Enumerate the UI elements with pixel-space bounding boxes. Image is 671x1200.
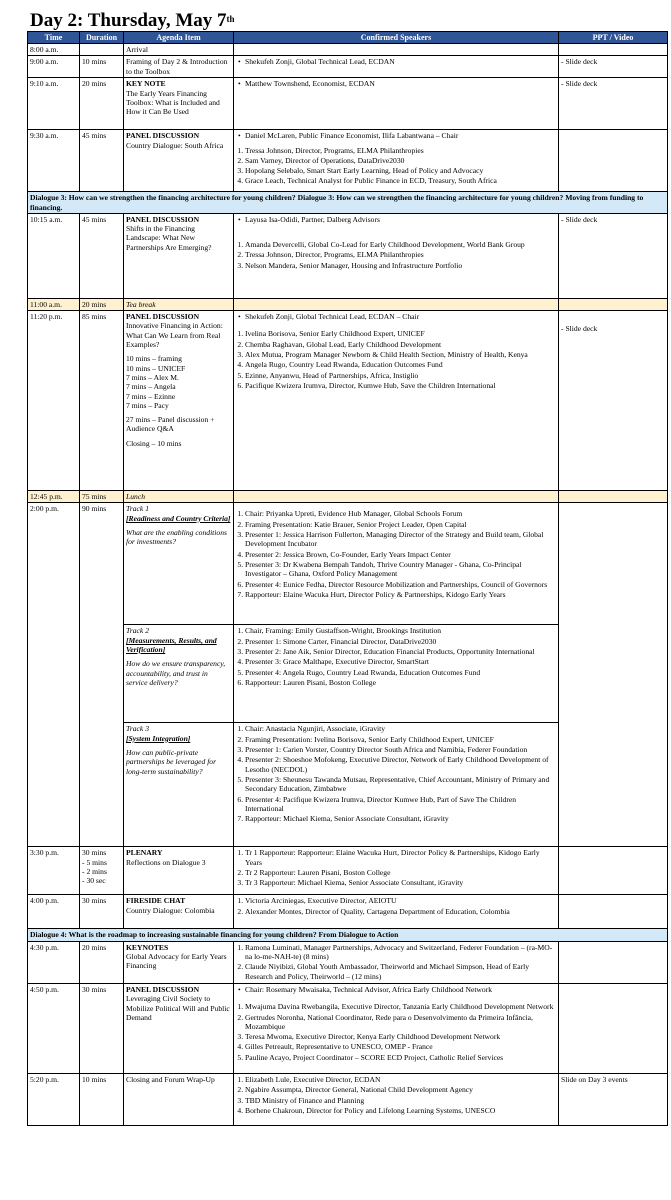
agenda-cell xyxy=(124,983,234,1073)
table-row xyxy=(28,78,668,130)
speaker-item: 6. Rapporteur: Lauren Pisani, Boston College xyxy=(245,678,556,687)
agenda-cell xyxy=(124,311,234,491)
speakers-cell xyxy=(234,625,559,723)
dialogue-4-heading: Dialogue 4: What is the roadmap to increasing sustainable financing for young children? From Dialogue to Action xyxy=(28,929,668,941)
title-text: Day 2: Thursday, May 7 xyxy=(30,10,227,31)
speakers-cell xyxy=(234,1073,559,1125)
speaker-item: 2. Alexander Montes, Director of Quality, Cartagena Department of Education, Colombia xyxy=(245,907,556,916)
speaker-item: 3. Nelson Mandera, Senior Manager, Housing and Infrastructure Portfolio xyxy=(245,261,556,270)
table-row xyxy=(28,44,668,56)
time-cell: 9:00 a.m. xyxy=(28,56,80,78)
table-row xyxy=(28,311,668,491)
speaker-item: 6. Presenter 4: Eunice Fedha, Director Resource Mobilization and Partnerships, Council of Governors xyxy=(245,580,556,589)
track-name: [Readiness and Country Criteria] xyxy=(126,513,231,523)
table-row xyxy=(28,1073,668,1125)
plan-item: 7 mins – Ezinne xyxy=(126,391,176,401)
speaker-item: 6. Pacifique Kwizera Irumva, Director, Kumwe Hub, Save the Children International xyxy=(245,381,556,390)
time-cell: 5:20 p.m. xyxy=(28,1073,80,1125)
speaker-item: 1. Tressa Johnson, Director, Programs, ELMA Philanthropies xyxy=(245,146,556,155)
time-cell: 4:00 p.m. xyxy=(28,895,80,929)
speaker-item: 2. Framing Presentation: Ivelina Borisova, Senior Early Childhood Expert, UNICEF xyxy=(245,735,556,744)
table-row xyxy=(28,941,668,983)
session-title: Leveraging Civil Society to Mobilize Political Will and Public Demand xyxy=(126,994,230,1022)
ppt-cell xyxy=(559,491,668,503)
session-type: PANEL DISCUSSION xyxy=(126,312,200,322)
session-type: KEYNOTES xyxy=(126,942,169,952)
speaker-item: 3. Presenter 2: Jane Aik, Senior Director, Education Financial Products, Opportunity International xyxy=(245,647,556,656)
time-cell: 11:00 a.m. xyxy=(28,298,80,310)
speaker-item: 4. Presenter 2: Shoeshoe Mofokeng, Executive Director, Network of Early Childhood Development of Lesotho (NECDOL) xyxy=(245,755,556,774)
header-agenda-item: Agenda Item xyxy=(124,32,234,44)
ppt-cell xyxy=(559,311,668,491)
session-type: KEY NOTE xyxy=(126,79,166,89)
slide-deck-link[interactable]: - Slide deck xyxy=(561,79,597,88)
session-title: Shifts in the Financing Landscape: What New Partnerships Are Emerging? xyxy=(126,224,212,252)
speakers-cell xyxy=(234,847,559,895)
ppt-cell xyxy=(559,847,668,895)
speaker-item: 1. Ramona Luminati, Manager Partnerships, Advocacy and Switzerland, Federer Foundation – (ra-MO-na lo-me-NAH-te) (8 mins) xyxy=(245,943,556,962)
title-superscript: th xyxy=(226,14,235,24)
track-name: [System Integration] xyxy=(126,733,191,743)
speaker-item: 3. Tr 3 Rapporteur: Michael Kiema, Senior Associate Consultant, iGravity xyxy=(245,878,556,887)
session-title: Reflections on Dialogue 3 xyxy=(126,857,206,867)
speakers-cell xyxy=(234,311,559,491)
speakers-cell xyxy=(234,941,559,983)
session-title: Global Advocacy for Early Years Financing xyxy=(126,952,227,971)
header-ppt-video: PPT / Video xyxy=(559,32,668,44)
agenda-cell xyxy=(124,78,234,130)
speaker-item: 1. Elizabeth Lule, Executive Director, ECDAN xyxy=(245,1075,556,1084)
time-cell: 8:00 a.m. xyxy=(28,44,80,56)
speaker-item: 2. Tressa Johnson, Director, Programs, ELMA Philanthropies xyxy=(245,250,556,259)
agenda-cell xyxy=(124,847,234,895)
agenda-table xyxy=(27,31,668,1126)
session-title: The Early Years Financing Toolbox: What is Included and How it Can Be Used xyxy=(126,88,220,117)
speaker-item: • Matthew Townshend, Economist, ECDAN xyxy=(245,79,556,88)
plan-item: 7 mins – Alex M. xyxy=(126,372,179,382)
time-cell: 10:15 a.m. xyxy=(28,213,80,298)
table-row xyxy=(28,130,668,192)
dialogue-3-heading: Dialogue 3: How can we strengthen the financing architecture for young children? Dialogue 3: How can we strengthen the financing architecture for young children? Moving from funding to financing. xyxy=(28,192,668,214)
speakers-cell xyxy=(234,983,559,1073)
speakers-cell xyxy=(234,298,559,310)
break-row xyxy=(28,491,668,503)
slide-deck-link[interactable]: - Slide deck xyxy=(561,324,597,333)
time-cell: 12:45 p.m. xyxy=(28,491,80,503)
duration-cell: 45 mins xyxy=(80,130,124,192)
ppt-cell xyxy=(559,78,668,130)
speaker-item: 4. Angela Rugo, Country Lead Rwanda, Education Outcomes Fund xyxy=(245,360,556,369)
duration-cell xyxy=(80,44,124,56)
session-type: PANEL DISCUSSION xyxy=(126,214,200,224)
table-row xyxy=(28,847,668,895)
track-question: What are the enabling conditions for investments? xyxy=(126,528,227,547)
plan-item: 10 mins – UNICEF xyxy=(126,363,186,373)
page-title xyxy=(30,10,235,32)
duration-cell: 10 mins xyxy=(80,56,124,78)
time-cell: 4:50 p.m. xyxy=(28,983,80,1073)
plan-item: 7 mins – Angela xyxy=(126,382,176,392)
session-title: Innovative Financing in Action: What Can We Learn from Real Examples? xyxy=(126,321,223,350)
speakers-cell xyxy=(234,78,559,130)
break-row xyxy=(28,298,668,310)
duration-cell: 20 mins xyxy=(80,78,124,130)
speaker-item: 4. Grace Leach, Technical Analyst for Public Finance in ECD, Treasury, South Africa xyxy=(245,176,556,185)
time-cell: 4:30 p.m. xyxy=(28,941,80,983)
time-cell: 3:30 p.m. xyxy=(28,847,80,895)
plan-item: 10 mins – framing xyxy=(126,354,182,364)
ppt-cell xyxy=(559,941,668,983)
speaker-item: 2. Presenter 1: Simone Carter, Financial Director, DataDrive2030 xyxy=(245,637,556,646)
speaker-item: • Shekufeh Zonji, Global Technical Lead, ECDAN xyxy=(245,57,556,66)
duration-cell: 20 mins xyxy=(80,298,124,310)
header-duration: Duration xyxy=(80,32,124,44)
speaker-item: 3. Presenter 1: Carien Vorster, Country Director South Africa and Namibia, Federer Foundation xyxy=(245,745,556,754)
session-title: Country Dialogue: Colombia xyxy=(126,905,215,915)
agenda-cell: Tea break xyxy=(124,298,234,310)
session-type: FIRESIDE CHAT xyxy=(126,896,186,906)
agenda-cell xyxy=(124,723,234,847)
ppt-cell xyxy=(559,983,668,1073)
agenda-cell xyxy=(124,941,234,983)
track-question: How can public-private partnerships be leveraged for long-term sustainability? xyxy=(126,748,217,776)
slide-deck-link[interactable]: - Slide deck xyxy=(561,215,597,224)
chair-item: • Chair: Rosemary Mwaisaka, Technical Advisor, Africa Early Childhood Network xyxy=(245,985,556,994)
track-label: Track 3 xyxy=(126,724,149,734)
agenda-cell xyxy=(124,213,234,298)
speaker-item: 3. Presenter 1: Jessica Harrison Fullerton, Managing Director of the Strategy and Build team, Global Development Incubator xyxy=(245,530,556,549)
ppt-cell xyxy=(559,503,668,847)
speaker-item: 4. Presenter 2: Jessica Brown, Co-Founder, Early Years Impact Center xyxy=(245,550,556,559)
speaker-item: 1. Amanda Devercelli, Global Co-Lead for Early Childhood Development, World Bank Group xyxy=(245,240,556,249)
ppt-cell xyxy=(559,130,668,192)
track-label: Track 1 xyxy=(126,504,149,514)
speakers-cell xyxy=(234,56,559,78)
duration-cell: 85 mins xyxy=(80,311,124,491)
duration-total: 30 mins xyxy=(82,848,107,858)
track-name: [Measurements, Results, and Verification] xyxy=(126,635,217,655)
speaker-item: 3. TBD Ministry of Finance and Planning xyxy=(245,1096,556,1105)
speaker-item: 3. Hopolang Selebalo, Smart Start Early Learning, Head of Policy and Advocacy xyxy=(245,166,556,175)
speakers-cell xyxy=(234,213,559,298)
plan-item: Closing – 10 mins xyxy=(126,438,182,448)
ppt-cell xyxy=(559,298,668,310)
speakers-cell xyxy=(234,895,559,929)
agenda-cell xyxy=(124,503,234,625)
ppt-cell xyxy=(559,213,668,298)
speakers-cell xyxy=(234,723,559,847)
speaker-item: 7. Rapporteur: Elaine Wacuka Hurt, Director Policy & Partnerships, Kidogo Early Years xyxy=(245,590,556,599)
speaker-item: 5. Presenter 3: Sheunesu Tawanda Mutsau, Representative, Chief Accountant, Ministry of Primary and Secondary Education, Zimbabwe xyxy=(245,775,556,794)
session-title: Country Dialogue: South Africa xyxy=(126,140,224,150)
speaker-item: 1. Tr 1 Rapporteur: Rapporteur: Elaine Wacuka Hurt, Director Policy & Partnerships, Kidogo Early Years xyxy=(245,848,556,867)
speakers-cell xyxy=(234,130,559,192)
speaker-item: 4. Presenter 3: Grace Malthape, Executive Director, SmartStart xyxy=(245,657,556,666)
duration-part: - 30 sec xyxy=(82,876,121,885)
speaker-item: 2. Ngabire Assumpta, Director General, National Child Development Agency xyxy=(245,1085,556,1094)
chair-item: • Shekufeh Zonji, Global Technical Lead, ECDAN – Chair xyxy=(245,312,556,321)
dialogue-row xyxy=(28,929,668,941)
speaker-item: 2. Claude Niyibizi, Global Youth Ambassador, Theirworld and Michael Simpson, Head of Early Research and Policy, Theirworld – (12 mins) xyxy=(245,962,556,981)
speaker-item: 1. Chair: Anastacia Ngunjiri, Associate, iGravity xyxy=(245,724,556,733)
chair-item: • Daniel McLaren, Public Finance Economist, Ilifa Labantwana – Chair xyxy=(245,131,556,140)
speakers-cell xyxy=(234,44,559,56)
speaker-item: 6. Presenter 4: Pacifique Kwizera Irumva, Director Kumwe Hub, Part of Save The Children International xyxy=(245,795,556,814)
speaker-item: 1. Mwajuma Davina Rwebangila, Executive Director, Tanzania Early Childhood Development Network xyxy=(245,1002,556,1011)
speaker-item: 1. Victoria Arciniegas, Executive Director, AEIOTU xyxy=(245,896,556,905)
speaker-item: 1. Chair, Framing: Emily Gustaffson-Wright, Brookings Institution xyxy=(245,626,556,635)
speaker-item: 2. Framing Presentation: Katie Brauer, Senior Project Leader, Open Capital xyxy=(245,520,556,529)
track-question: How do we ensure transparency, accountability, and trust in service delivery? xyxy=(126,659,226,687)
speaker-item: 3. Alex Mutua, Program Manager Newborn & Child Health Section, Ministry of Health, Kenya xyxy=(245,350,556,359)
header-time: Time xyxy=(28,32,80,44)
duration-cell: 10 mins xyxy=(80,1073,124,1125)
chair-item: • Layusa Isa-Odidi, Partner, Dalberg Advisors xyxy=(245,215,556,224)
agenda-cell: Framing of Day 2 & Introduction to the Toolbox xyxy=(124,56,234,78)
duration-cell xyxy=(80,847,124,895)
time-cell: 11:20 p.m. xyxy=(28,311,80,491)
header-row xyxy=(28,32,668,44)
duration-cell: 75 mins xyxy=(80,491,124,503)
duration-cell: 20 mins xyxy=(80,941,124,983)
ppt-cell xyxy=(559,44,668,56)
speaker-item: 5. Presenter 3: Dr Kwabena Bempah Tandoh, Thrive Country Manager - Ghana, Co-Principal Investigator – Ghana, Oxford Policy Management xyxy=(245,560,556,579)
plan-item: 27 mins – Panel discussion + Audience Q&A xyxy=(126,415,215,434)
duration-cell: 30 mins xyxy=(80,983,124,1073)
time-cell: 2:00 p.m. xyxy=(28,503,80,847)
session-type: PLENARY xyxy=(126,848,163,858)
speakers-cell xyxy=(234,491,559,503)
track-label: Track 2 xyxy=(126,626,149,636)
speaker-item: 5. Presenter 4: Angela Rugo, Country Lead Rwanda, Education Outcomes Fund xyxy=(245,668,556,677)
speaker-item: 3. Teresa Mwoma, Executive Director, Kenya Early Childhood Development Network xyxy=(245,1032,556,1041)
table-row xyxy=(28,983,668,1073)
table-row xyxy=(28,503,668,625)
duration-part: - 5 mins xyxy=(82,858,121,867)
table-row xyxy=(28,213,668,298)
speaker-item: 2. Sam Varney, Director of Operations, DataDrive2030 xyxy=(245,156,556,165)
speaker-item: 2. Gertrudes Noronha, National Coordinator, Rede para o Desenvolvimento da Primeira Infância, Mozambique xyxy=(245,1013,556,1032)
slide-deck-link[interactable]: - Slide deck xyxy=(561,57,597,66)
speaker-item: 4. Borhene Chakroun, Director for Policy and Lifelong Learning Systems, UNESCO xyxy=(245,1106,556,1115)
ppt-cell xyxy=(559,895,668,929)
duration-cell: 30 mins xyxy=(80,895,124,929)
speaker-item: 1. Chair: Priyanka Upreti, Evidence Hub Manager, Global Schools Forum xyxy=(245,509,556,518)
ppt-cell: Slide on Day 3 events xyxy=(559,1073,668,1125)
time-cell: 9:30 a.m. xyxy=(28,130,80,192)
agenda-cell xyxy=(124,895,234,929)
speaker-item: 2. Chemba Raghavan, Global Lead, Early Childhood Development xyxy=(245,340,556,349)
time-cell: 9:10 a.m. xyxy=(28,78,80,130)
agenda-cell xyxy=(124,625,234,723)
table-row xyxy=(28,56,668,78)
speaker-item: 2. Tr 2 Rapporteur: Lauren Pisani, Boston College xyxy=(245,868,556,877)
duration-part: - 2 mins xyxy=(82,867,121,876)
dialogue-row xyxy=(28,192,668,214)
speaker-item: 5. Pauline Acayo, Project Coordinator – SCORE ECD Project, Catholic Relief Services xyxy=(245,1053,556,1062)
duration-cell: 90 mins xyxy=(80,503,124,847)
duration-cell: 45 mins xyxy=(80,213,124,298)
speaker-item: 7. Rapporteur: Michael Kiema, Senior Associate Consultant, iGravity xyxy=(245,814,556,823)
agenda-cell xyxy=(124,130,234,192)
session-type: PANEL DISCUSSION xyxy=(126,984,200,994)
table-row xyxy=(28,895,668,929)
session-type: PANEL DISCUSSION xyxy=(126,131,200,141)
speaker-item: 5. Ezinne, Anyanwu, Head of Partnerships, Africa, Instiglio xyxy=(245,371,556,380)
agenda-cell: Arrival xyxy=(124,44,234,56)
agenda-cell: Closing and Forum Wrap-Up xyxy=(124,1073,234,1125)
agenda-cell: Lunch xyxy=(124,491,234,503)
header-confirmed-speakers: Confirmed Speakers xyxy=(234,32,559,44)
ppt-cell xyxy=(559,56,668,78)
plan-item: 7 mins – Pacy xyxy=(126,400,169,410)
speaker-item: 1. Ivelina Borisova, Senior Early Childhood Expert, UNICEF xyxy=(245,329,556,338)
speakers-cell xyxy=(234,503,559,625)
speaker-item: 4. Gilles Petreault, Representative to UNESCO, OMEP - France xyxy=(245,1042,556,1051)
